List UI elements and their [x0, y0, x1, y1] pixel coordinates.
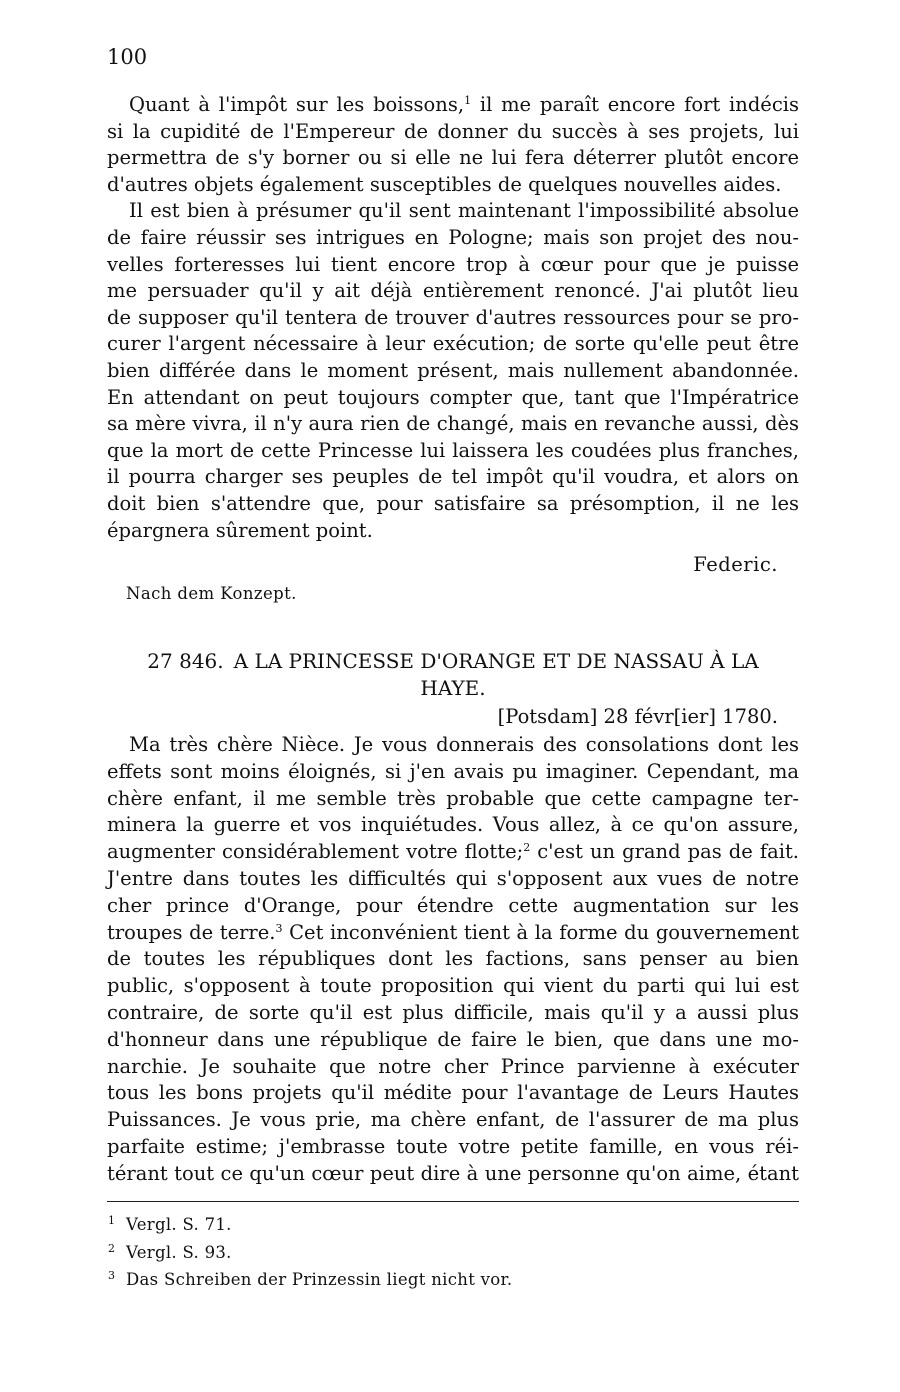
- line-text: c'est un grand pas de fait.: [530, 840, 799, 864]
- text-line: [107, 438, 799, 465]
- line-text: tous les bons projets qu'il médite pour l'avantage de Leurs Hautes: [107, 1081, 799, 1105]
- text-line: [107, 786, 799, 813]
- text-line: [107, 973, 799, 1000]
- line-text: me persuader qu'il y ait déjà entièrement renoncé. J'ai plutôt lieu: [107, 279, 799, 303]
- footnote-reference: 3: [275, 921, 283, 935]
- line-text: narchie. Je souhaite que notre cher Prince parvienne à exécuter: [107, 1054, 799, 1078]
- line-text: sa mère vivra, il n'y aura rien de changé, mais en revanche aussi, dès: [107, 412, 799, 436]
- footnote-text: Vergl. S. 71.: [126, 1215, 232, 1234]
- text-line: [107, 946, 799, 973]
- signature: Federic.: [693, 553, 778, 576]
- dateline: [Potsdam] 28 févr[ier] 1780.: [497, 705, 778, 728]
- line-text: Cet inconvénient tient à la forme du gouvernement: [282, 920, 800, 944]
- text-line: [107, 119, 799, 146]
- footnote-text: Vergl. S. 93.: [126, 1242, 232, 1262]
- line-text: permettra de s'y borner ou si elle ne lui fera déterrer plutôt encore: [107, 146, 799, 170]
- footnote: [108, 1264, 512, 1292]
- line-text: En attendant on peut toujours compter que, tant que l'Impératrice: [107, 385, 799, 409]
- line-text: de toutes les républiques dont les factions, sans penser au bien: [107, 947, 799, 971]
- line-text: de supposer qu'il tentera de trouver d'autres ressources pour se pro-: [107, 305, 799, 329]
- text-line: [107, 305, 799, 332]
- line-text: doit bien s'attendre que, pour satisfaire sa présomption, il ne les: [107, 491, 799, 515]
- footnote: [108, 1209, 512, 1237]
- footnote-text: Das Schreiben der Prinzessin liegt nicht vor.: [126, 1270, 513, 1289]
- line-text: il me paraît encore fort indécis: [471, 93, 800, 116]
- text-line: [107, 172, 799, 199]
- text-line: [107, 1107, 799, 1134]
- line-text: Puissances. Je vous prie, ma chère enfant, de l'assurer de ma plus: [107, 1108, 799, 1132]
- line-text: Quant à l'impôt sur les boissons,: [129, 93, 465, 116]
- footnote-divider: [107, 1201, 799, 1202]
- letter-heading: [107, 648, 799, 702]
- source-note: Nach dem Konzept.: [126, 584, 297, 603]
- text-line: [107, 1134, 799, 1161]
- text-line: [107, 1161, 799, 1188]
- line-text: augmenter considérablement votre flotte;: [107, 840, 524, 864]
- line-text: curer l'argent nécessaire à leur exécution; de sorte qu'elle peut être: [107, 332, 799, 356]
- footnotes: [108, 1209, 512, 1292]
- text-line: [107, 732, 799, 759]
- line-text: bien différée dans le moment présent, mais nullement abandonnée.: [107, 358, 799, 382]
- letter-number: 27 846.: [147, 649, 224, 673]
- line-text: épargnera sûrement point.: [107, 518, 373, 542]
- line-text: chère enfant, il me semble très probable que cette campagne ter-: [107, 786, 799, 810]
- line-text: de faire réussir ses intrigues en Pologne; mais son projet des nou-: [107, 225, 799, 249]
- line-text: Il est bien à présumer qu'il sent maintenant l'impossibilité absolue: [129, 199, 799, 223]
- line-text: Ma très chère Nièce. Je vous donnerais des consolations dont les: [129, 733, 799, 756]
- text-line: [107, 411, 799, 438]
- text-line: [107, 920, 799, 947]
- text-line: [107, 145, 799, 172]
- text-line: [107, 331, 799, 358]
- text-line: [107, 518, 799, 545]
- line-text: parfaite estime; j'embrasse toute votre petite famille, en vous réi-: [107, 1134, 799, 1158]
- letter-title-line-2: HAYE.: [420, 676, 486, 700]
- text-line: [107, 464, 799, 491]
- letter-title-line-1: A LA PRINCESSE D'ORANGE ET DE NASSAU À LA: [233, 649, 759, 673]
- text-line: [107, 893, 799, 920]
- text-line: [107, 252, 799, 279]
- line-text: minera la guerre et vos inquiétudes. Vous allez, à ce qu'on assure,: [107, 813, 799, 837]
- letter-body: [107, 92, 799, 544]
- line-text: velles forteresses lui tient encore trop à cœur pour que je puisse: [107, 252, 799, 276]
- footnote-marker: 2: [108, 1241, 116, 1255]
- page-number: 100: [107, 45, 148, 69]
- text-line: [107, 1000, 799, 1027]
- text-line: [107, 1027, 799, 1054]
- line-text: cher prince d'Orange, pour étendre cette augmentation sur les: [107, 893, 799, 917]
- letter-body: [107, 732, 799, 1188]
- line-text: que la mort de cette Princesse lui laissera les coudées plus franches,: [107, 438, 799, 462]
- text-line: [107, 385, 799, 412]
- text-line: [107, 278, 799, 305]
- text-line: [107, 812, 799, 839]
- line-text: il pourra charger ses peuples de tel impôt qu'il voudra, et alors on: [107, 465, 799, 489]
- line-text: public, s'opposent à toute proposition qui vient du parti qui lui est: [107, 974, 799, 998]
- footnote-marker: 3: [108, 1269, 116, 1282]
- text-line: [107, 1054, 799, 1081]
- line-text: effets sont moins éloignés, si j'en avais pu imaginer. Cependant, ma: [107, 759, 799, 783]
- line-text: d'autres objets également susceptibles de quelques nouvelles aides.: [107, 172, 782, 196]
- text-line: [107, 198, 799, 225]
- text-line: [107, 491, 799, 518]
- text-line: [107, 92, 799, 119]
- line-text: J'entre dans toutes les difficultés qui s'opposent aux vues de notre: [107, 866, 799, 890]
- text-line: [107, 358, 799, 385]
- text-line: [107, 759, 799, 786]
- footnote-marker: 1: [108, 1214, 116, 1227]
- line-text: térant tout ce qu'un cœur peut dire à une personne qu'on aime, étant: [107, 1161, 799, 1185]
- line-text: si la cupidité de l'Empereur de donner du succès à ses projets, lui: [107, 119, 799, 143]
- text-line: [107, 225, 799, 252]
- text-line: [107, 839, 799, 866]
- line-text: d'honneur dans une république de faire le bien, que dans une mo-: [107, 1027, 799, 1051]
- footnote-reference: 2: [523, 841, 531, 855]
- text-line: [107, 866, 799, 893]
- line-text: contraire, de sorte qu'il est plus difficile, mais qu'il y a aussi plus: [107, 1000, 799, 1024]
- text-line: [107, 1080, 799, 1107]
- footnote: [108, 1237, 512, 1265]
- line-text: troupes de terre.: [107, 920, 276, 944]
- footnote-reference: 1: [464, 94, 472, 107]
